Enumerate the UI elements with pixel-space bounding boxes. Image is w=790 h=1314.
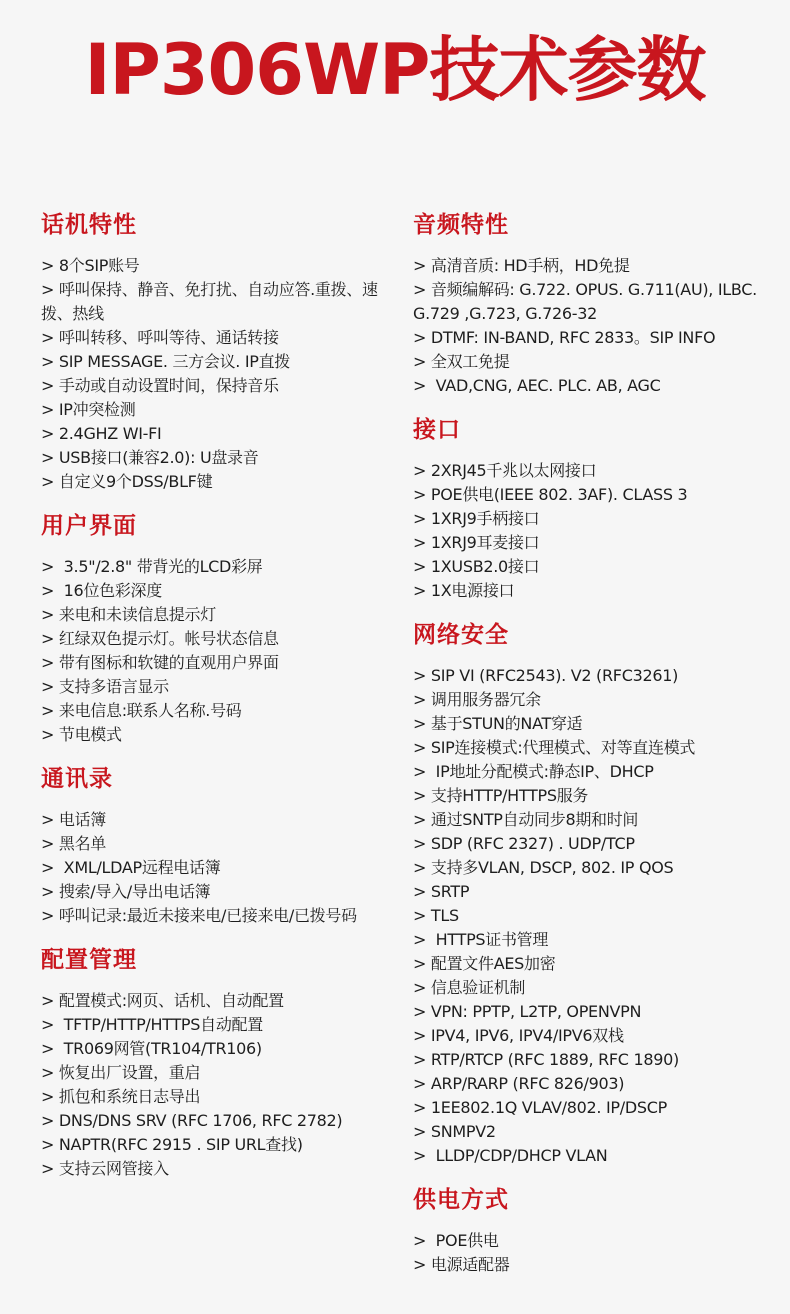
spec-section bbox=[413, 616, 763, 1168]
spec-item: > 2.4GHZ WI-FI bbox=[41, 424, 162, 443]
spec-item: > NAPTR(RFC 2915 . SIP URL查找) bbox=[41, 1135, 303, 1154]
spec-item: > 手动或自动设置时间，保持音乐 bbox=[41, 376, 279, 395]
spec-item: > 16位色彩深度 bbox=[41, 581, 162, 600]
spec-item: > ARP/RARP (RFC 826/903) bbox=[413, 1074, 625, 1093]
spec-item: > TLS bbox=[413, 906, 459, 925]
spec-item: > 基于STUN的NAT穿适 bbox=[413, 714, 583, 733]
spec-section bbox=[413, 411, 763, 603]
spec-item: > SNMPV2 bbox=[413, 1122, 496, 1141]
spec-item: > SIP VI (RFC2543). V2 (RFC3261) bbox=[413, 666, 679, 685]
spec-item: > VAD,CNG, AEC. PLC. AB, AGC bbox=[413, 376, 661, 395]
section-title: 通讯录 bbox=[41, 766, 113, 792]
spec-item: > 带有图标和软键的直观用户界面 bbox=[41, 653, 279, 672]
spec-item: > 节电模式 bbox=[41, 725, 122, 744]
spec-item: > 配置文件AES加密 bbox=[413, 954, 556, 973]
spec-item: > IP冲突检测 bbox=[41, 400, 136, 419]
spec-item: > HTTPS证书管理 bbox=[413, 930, 549, 949]
spec-item: > 1X电源接口 bbox=[413, 581, 515, 600]
spec-section bbox=[41, 507, 391, 747]
spec-item: > 1XUSB2.0接口 bbox=[413, 557, 540, 576]
left-column bbox=[41, 206, 391, 1194]
spec-item: > 1XRJ9耳麦接口 bbox=[413, 533, 540, 552]
spec-item: > TFTP/HTTP/HTTPS自动配置 bbox=[41, 1015, 263, 1034]
right-column bbox=[413, 206, 763, 1290]
spec-item: > 来电信息:联系人名称.号码 bbox=[41, 701, 242, 720]
spec-item: > 全双工免提 bbox=[413, 352, 510, 371]
spec-item: > 支持云网管接入 bbox=[41, 1159, 169, 1178]
spec-item: > POE供电(IEEE 802. 3AF). CLASS 3 bbox=[413, 485, 688, 504]
spec-item: > SDP (RFC 2327) . UDP/TCP bbox=[413, 834, 635, 853]
spec-item: > SRTP bbox=[413, 882, 470, 901]
spec-item: > 呼叫保持、静音、免打扰、自动应答.重拨、速拨、热线 bbox=[41, 280, 378, 323]
spec-item: > 音频编解码: G.722. OPUS. G.711(AU), ILBC. G.729 ,G.723, G.726-32 bbox=[413, 280, 762, 323]
spec-item: > 恢复出厂设置，重启 bbox=[41, 1063, 201, 1082]
spec-item: > 1EE802.1Q VLAV/802. IP/DSCP bbox=[413, 1098, 667, 1117]
spec-item: > 2XRJ45千兆以太网接口 bbox=[413, 461, 597, 480]
spec-item: > 调用服务器冗余 bbox=[413, 690, 541, 709]
spec-item: > VPN: PPTP, L2TP, OPENVPN bbox=[413, 1002, 642, 1021]
spec-item: > DNS/DNS SRV (RFC 1706, RFC 2782) bbox=[41, 1111, 343, 1130]
spec-item: > TR069网管(TR104/TR106) bbox=[41, 1039, 262, 1058]
spec-item: > 配置模式:网页、话机、自动配置 bbox=[41, 991, 284, 1010]
spec-section bbox=[413, 1181, 763, 1277]
spec-item: > 8个SIP账号 bbox=[41, 256, 140, 275]
spec-section bbox=[41, 206, 391, 494]
spec-item: > 呼叫记录:最近未接来电/已接来电/已拨号码 bbox=[41, 906, 357, 925]
spec-item: > 支持HTTP/HTTPS服务 bbox=[413, 786, 589, 805]
spec-item: > LLDP/CDP/DHCP VLAN bbox=[413, 1146, 608, 1165]
spec-item: > SIP连接模式:代理模式、对等直连模式 bbox=[413, 738, 696, 757]
section-title: 供电方式 bbox=[413, 1187, 509, 1213]
spec-item: > POE供电 bbox=[413, 1231, 499, 1250]
spec-item: > 通过SNTP自动同步8期和时间 bbox=[413, 810, 639, 829]
section-title: 配置管理 bbox=[41, 947, 137, 973]
spec-item: > 信息验证机制 bbox=[413, 978, 526, 997]
spec-item: > 搜索/导入/导出电话簿 bbox=[41, 882, 211, 901]
spec-section bbox=[41, 760, 391, 928]
spec-item: > 自定义9个DSS/BLF键 bbox=[41, 472, 213, 491]
spec-item: > 3.5"/2.8" 带背光的LCD彩屏 bbox=[41, 557, 263, 576]
spec-item: > 来电和未读信息提示灯 bbox=[41, 605, 216, 624]
section-title: 话机特性 bbox=[41, 212, 137, 238]
spec-item: > 支持多VLAN, DSCP, 802. IP QOS bbox=[413, 858, 674, 877]
spec-item: > 抓包和系统日志导出 bbox=[41, 1087, 201, 1106]
section-title: 网络安全 bbox=[413, 622, 509, 648]
section-title: 用户界面 bbox=[41, 513, 137, 539]
spec-section bbox=[41, 941, 391, 1181]
spec-item: > 电源适配器 bbox=[413, 1255, 510, 1274]
spec-item: > USB接口(兼容2.0): U盘录音 bbox=[41, 448, 259, 467]
section-title: 音频特性 bbox=[413, 212, 509, 238]
spec-item: > 支持多语言显示 bbox=[41, 677, 169, 696]
spec-item: > DTMF: IN-BAND, RFC 2833。SIP INFO bbox=[413, 328, 716, 347]
spec-item: > 呼叫转移、呼叫等待、通话转接 bbox=[41, 328, 279, 347]
section-title: 接口 bbox=[413, 417, 461, 443]
spec-item: > 1XRJ9手柄接口 bbox=[413, 509, 540, 528]
spec-item: > 红绿双色提示灯。帐号状态信息 bbox=[41, 629, 279, 648]
spec-item: > XML/LDAP远程电话簿 bbox=[41, 858, 221, 877]
spec-item: > 黑名单 bbox=[41, 834, 106, 853]
spec-item: > IP地址分配模式:静态IP、DHCP bbox=[413, 762, 654, 781]
page-title: IP306WP技术参数 bbox=[84, 29, 706, 111]
spec-item: > 高清音质: HD手柄，HD免提 bbox=[413, 256, 630, 275]
spec-item: > RTP/RTCP (RFC 1889, RFC 1890) bbox=[413, 1050, 679, 1069]
spec-item: > 电话簿 bbox=[41, 810, 106, 829]
spec-item: > IPV4, IPV6, IPV4/IPV6双栈 bbox=[413, 1026, 624, 1045]
spec-item: > SIP MESSAGE. 三方会议. IP直拨 bbox=[41, 352, 291, 371]
spec-section bbox=[413, 206, 763, 398]
